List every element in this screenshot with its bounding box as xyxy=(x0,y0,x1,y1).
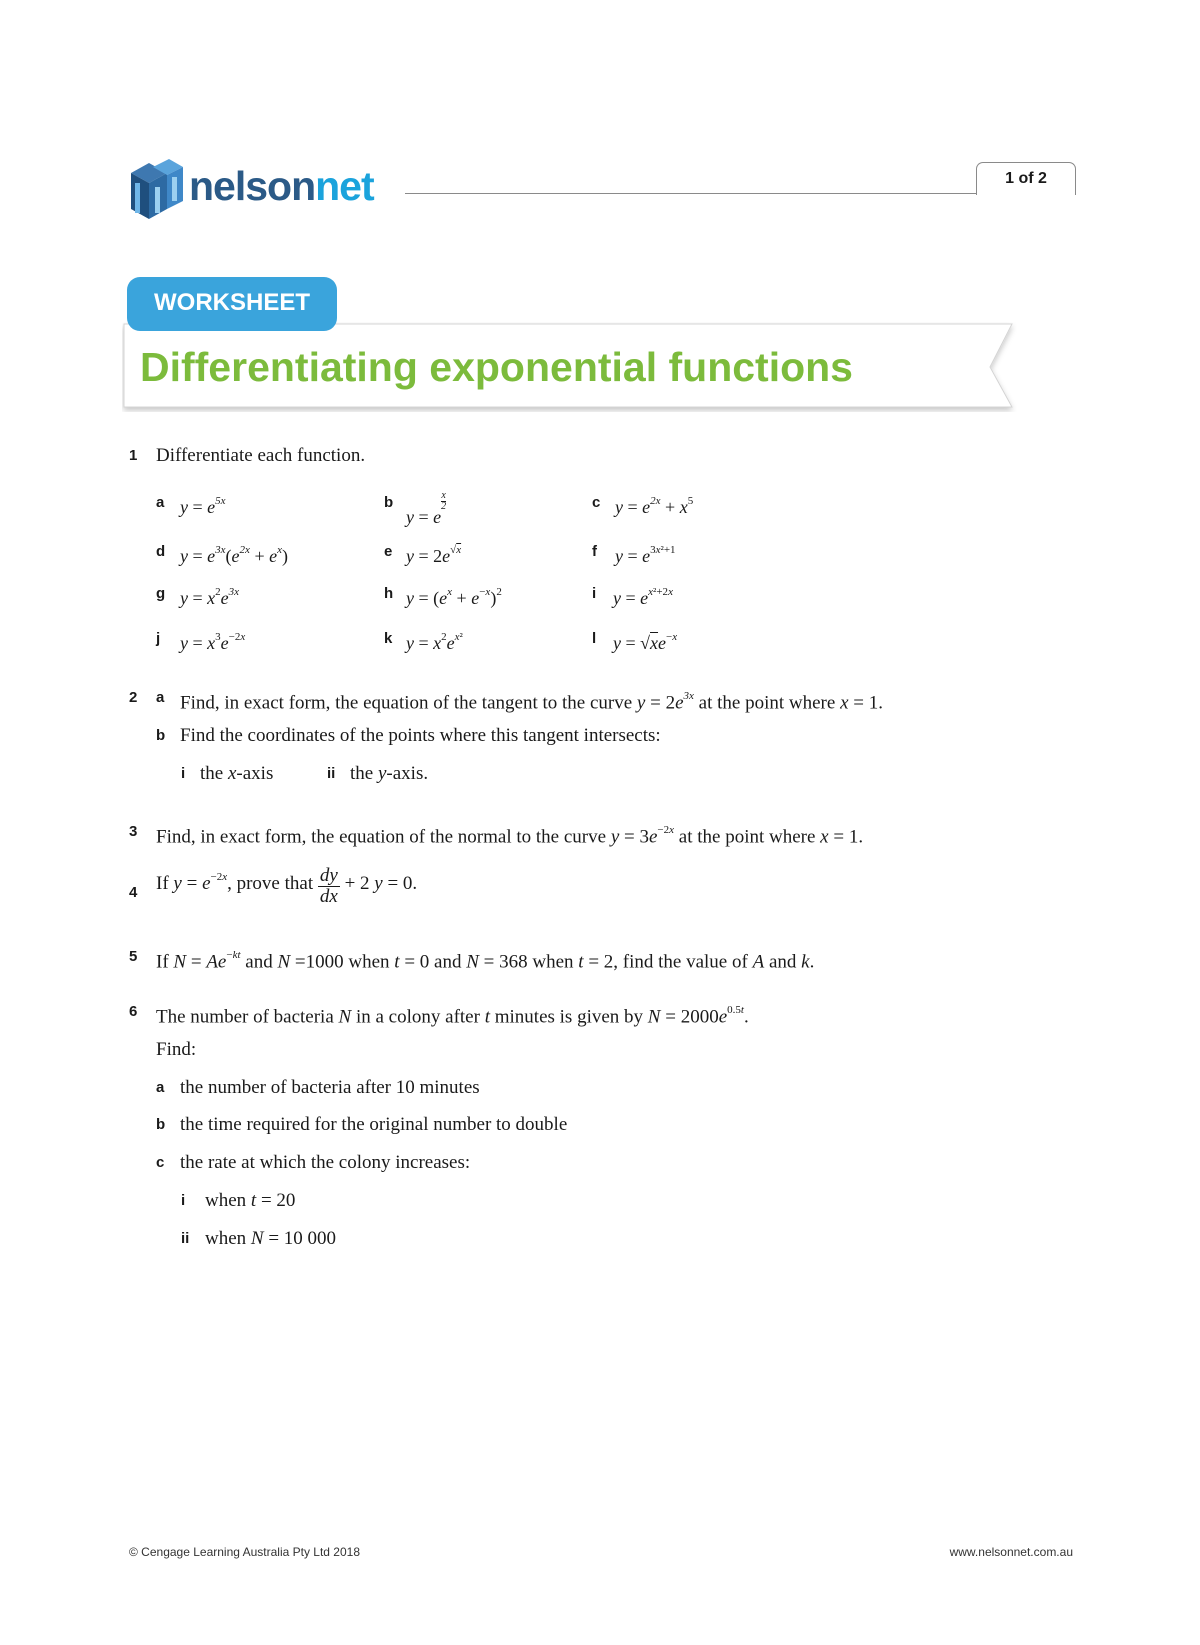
header-divider xyxy=(405,193,1075,194)
q6-part-c-text: the rate at which the colony increases: xyxy=(180,1152,471,1173)
q1-item-label: l xyxy=(592,630,597,647)
q1-item-label: g xyxy=(156,585,166,602)
question-5-text: If $N = Ae^{-kt}$ and N =1000 when t = 0 and N = 368 when t = 2, find the value of A and k. xyxy=(156,949,815,973)
q1-item-label: c xyxy=(592,494,601,511)
q2-part-bii-label: ii xyxy=(327,765,336,782)
q6-part-c-label: c xyxy=(156,1154,165,1171)
q1-item-label: h xyxy=(384,585,394,602)
q6-find-label: Find: xyxy=(156,1039,197,1060)
q6-part-a-text: the number of bacteria after 10 minutes xyxy=(180,1077,480,1098)
q6-part-ci-label: i xyxy=(181,1192,186,1209)
page-title: Differentiating exponential functions xyxy=(140,344,853,390)
question-4-number: 4 xyxy=(129,884,138,901)
q6-part-cii-text: when N = 10 000 xyxy=(205,1228,337,1249)
q1-item-label: j xyxy=(156,630,161,647)
logo-wordmark: nelsonnet xyxy=(189,163,374,209)
q2-part-b-label: b xyxy=(156,727,166,744)
q1-item-expr: $y = (e^x + e^{-x})^2$ xyxy=(406,586,502,608)
question-5-number: 5 xyxy=(129,948,138,965)
question-6-text: The number of bacteria N in a colony after t minutes is given by $N = 2000e^{0.5t}$. xyxy=(156,1004,749,1028)
question-1-number: 1 xyxy=(129,447,138,464)
question-4-text: If $y = e^{-2x}$, prove that $\frac{dy}{dx}$ + 2 y = 0. xyxy=(156,865,418,907)
q6-part-b-text: the time required for the original number to double xyxy=(180,1114,568,1135)
q2-part-b-text: Find the coordinates of the points where this tangent intersects: xyxy=(180,725,661,746)
q2-part-bi-text: the x-axis xyxy=(200,763,274,784)
derivative-fraction: $\frac{dy}{dx}$ xyxy=(319,865,338,907)
logo-cube-icon xyxy=(127,157,189,223)
q2-part-bii-text: the y-axis. xyxy=(350,763,429,784)
q1-item-expr: $y = e^{3x}(e^{2x} + e^x)$ xyxy=(180,544,288,566)
q1-item-expr: $y = x^2e^{3x}$ xyxy=(180,586,240,608)
q1-item-expr: $y = e^{3x^2+1}$ xyxy=(615,544,676,566)
worksheet-badge: WORKSHEET xyxy=(127,277,337,331)
q1-item-label: d xyxy=(156,543,166,560)
q6-part-ci-text: when t = 20 xyxy=(205,1190,296,1211)
q2-part-a-label: a xyxy=(156,689,165,706)
q1-item-expr: $y = e^{x^2+2x}$ xyxy=(613,586,673,608)
q1-item-expr: $y = x^2e^{x^2}$ xyxy=(406,631,463,653)
q6-part-b-label: b xyxy=(156,1116,166,1133)
q1-item-expr: $y = √xe^{-x}$ xyxy=(613,631,678,653)
q1-item-expr: $y = x^3e^{-2x}$ xyxy=(180,631,246,653)
question-3-number: 3 xyxy=(129,823,138,840)
q2-part-a-text: Find, in exact form, the equation of the tangent to the curve $y = 2e^{3x}$ at the point where x = 1. xyxy=(180,690,883,714)
q1-item-expr: y = e $\frac{x}{2}$ xyxy=(406,490,447,527)
footer-website: www.nelsonnet.com.au xyxy=(949,1545,1073,1559)
q1-item-label: e xyxy=(384,543,393,560)
q1-item-label: b xyxy=(384,494,394,511)
q6-part-cii-label: ii xyxy=(181,1230,190,1247)
q2-part-bi-label: i xyxy=(181,765,186,782)
page-indicator: 1 of 2 xyxy=(976,162,1076,195)
q1-item-expr: $y = e^{2x} + x^5$ xyxy=(615,495,694,517)
q1-item-label: f xyxy=(592,543,597,560)
question-1-prompt: Differentiate each function. xyxy=(156,445,366,466)
nelsonnet-logo xyxy=(127,157,417,223)
q1-item-expr: $y = e^{5x}$ xyxy=(180,495,226,517)
question-3-text: Find, in exact form, the equation of the normal to the curve $y = 3e^{-2x}$ at the point where x = 1. xyxy=(156,824,864,848)
q1-item-label: i xyxy=(592,585,597,602)
footer-copyright: © Cengage Learning Australia Pty Ltd 2018 xyxy=(129,1545,360,1559)
question-2-number: 2 xyxy=(129,689,138,706)
q1-item-label: k xyxy=(384,630,393,647)
question-6-number: 6 xyxy=(129,1003,138,1020)
q1-item-expr: $y = 2e^{√x}$ xyxy=(406,544,462,566)
q1-item-label: a xyxy=(156,494,165,511)
q6-part-a-label: a xyxy=(156,1079,165,1096)
